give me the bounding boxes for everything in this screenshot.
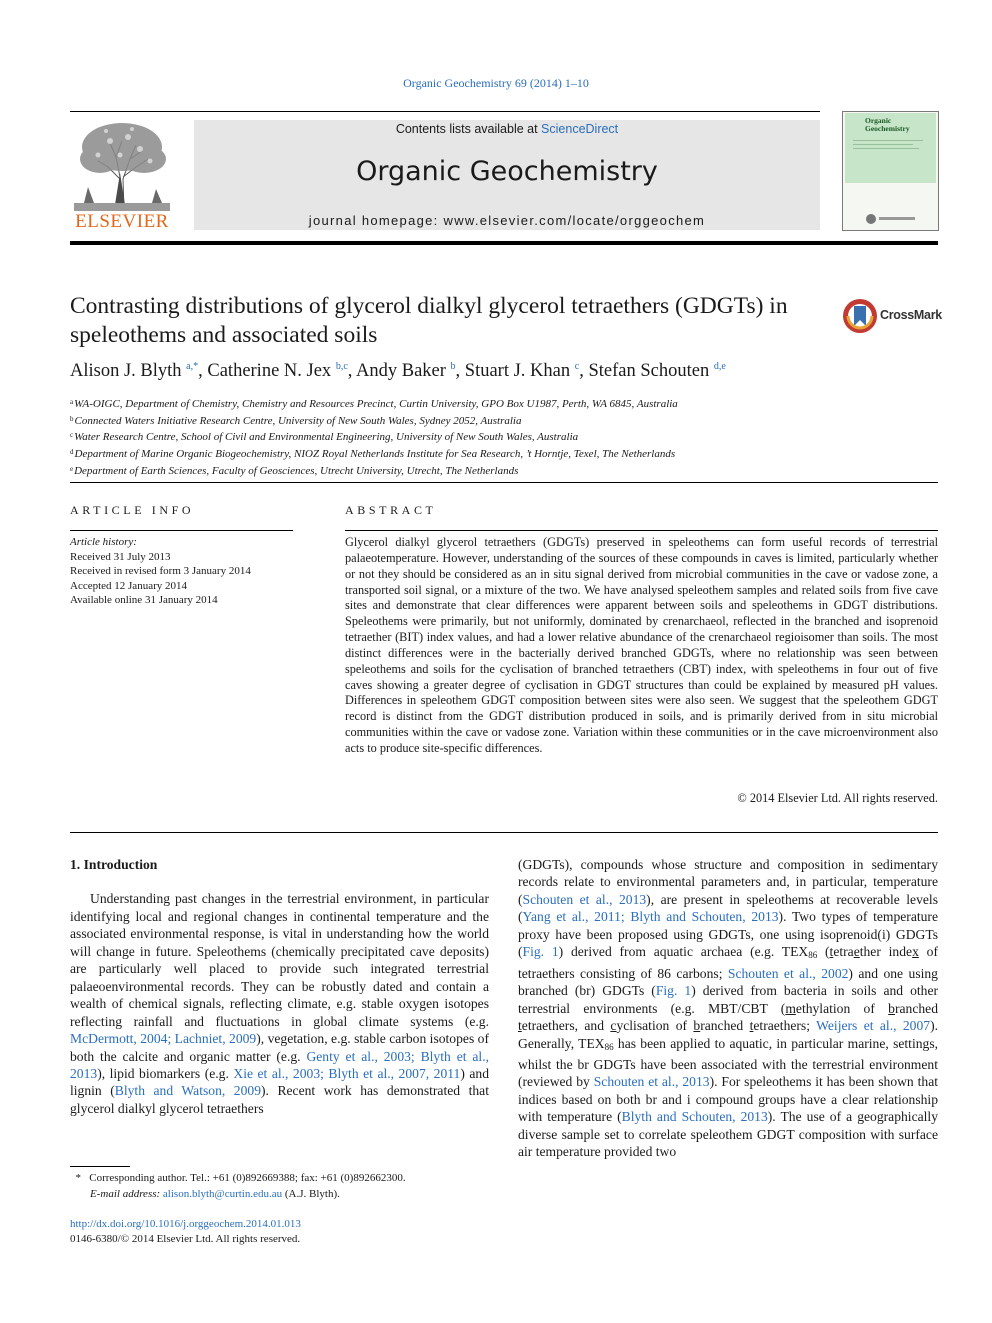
abstract-copyright: © 2014 Elsevier Ltd. All rights reserved. — [737, 791, 938, 805]
intro-paragraph — [70, 890, 489, 1117]
contents-availability — [194, 122, 820, 136]
figure-link[interactable]: Fig. 1 — [655, 983, 692, 999]
cover-line — [853, 140, 923, 141]
elsevier-logo[interactable] — [70, 117, 174, 233]
body-text: ). Generally, TEX — [518, 1018, 939, 1051]
body-text: ther inde — [859, 944, 913, 960]
header-top-rule — [70, 111, 820, 112]
citation-link[interactable]: Blyth and Schouten, 2013 — [621, 1109, 768, 1125]
author-name: Catherine N. Jex — [207, 361, 332, 381]
citation-link[interactable]: Blyth and Watson, 2009 — [114, 1083, 261, 1099]
affiliation-text: Water Research Centre, School of Civil and Environmental Engineering, University of New South Wales, Australia — [74, 431, 579, 444]
affiliation-item — [70, 428, 938, 445]
author-affiliation-marker[interactable]: d,e — [713, 361, 726, 372]
body-text: ranched — [894, 1000, 938, 1016]
doi-link[interactable]: http://dx.doi.org/10.1016/j.orggeochem.2014.01.013 — [70, 1218, 301, 1230]
affiliation-list — [70, 395, 938, 479]
affiliation-item — [70, 445, 938, 462]
affiliation-text: Department of Marine Organic Biogeochemistry, NIOZ Royal Netherlands Institute for Sea Research, ’t Horntje, Texel, The Netherlands — [74, 448, 676, 461]
body-text: has been applied to aquatic, in particular marine, settings, whilst the br GDGTs have been associated with the terrestrial environment (reviewed by — [518, 1035, 939, 1090]
history-online: Available online 31 January 2014 — [70, 594, 218, 606]
affiliations-rule — [70, 482, 938, 483]
author-name: Stefan Schouten — [588, 361, 710, 381]
author-affiliation-marker[interactable]: c — [574, 361, 580, 372]
author-affiliation-marker[interactable]: a,* — [186, 361, 199, 372]
article-info-rule — [70, 530, 293, 531]
body-text: ( — [817, 944, 830, 960]
author[interactable] — [588, 361, 725, 381]
citation-link[interactable]: Schouten et al., 2002 — [727, 965, 849, 981]
cover-title-line1: Organic — [865, 116, 892, 125]
figure-link[interactable]: Fig. 1 — [522, 944, 559, 960]
journal-cover-thumbnail[interactable] — [842, 111, 939, 231]
publisher-wordmark: ELSEVIER — [75, 211, 169, 232]
body-text: ). Recent work has demonstrated that glycerol dialkyl glycerol tetraethers — [70, 1083, 489, 1116]
affiliation-key: d — [70, 448, 74, 457]
author-name: Alison J. Blyth — [70, 361, 182, 381]
author-affiliation-marker[interactable]: b — [450, 361, 456, 372]
underlined-letter: b — [888, 1000, 895, 1016]
underlined-letter: t — [829, 944, 834, 960]
underlined-letter: e — [853, 944, 860, 960]
crossmark-badge[interactable] — [842, 298, 942, 334]
citation-link[interactable]: Schouten et al., 2013 — [522, 891, 647, 907]
cover-line — [853, 148, 919, 149]
body-text: ), vegetation, e.g. stable carbon isotopes of both the calcite and organic matter (e.g. — [70, 1031, 489, 1064]
history-revised: Received in revised form 3 January 2014 — [70, 565, 251, 577]
body-text: ). For speleothems it has been shown that indices based on both br and i compound groups have a clear relationship with temperature ( — [518, 1074, 939, 1125]
citation-link[interactable]: Schouten et al., 2013 — [593, 1074, 710, 1090]
citation-link[interactable]: Yang et al., 2011; Blyth and Schouten, 2013 — [522, 909, 779, 925]
footnote-block — [70, 1171, 490, 1202]
footnote-rule — [70, 1166, 130, 1167]
affiliation-item — [70, 412, 938, 429]
history-accepted: Accepted 12 January 2014 — [70, 579, 187, 592]
body-text: ), lipid biomarkers (e.g. — [97, 1065, 234, 1081]
affiliation-text: WA-OIGC, Department of Chemistry, Chemistry and Resources Precinct, Curtin University, GPO Box U1987, Perth, WA 6845, Australia — [74, 398, 678, 410]
body-text: ), are present in speleothems at recoverable levels ( — [518, 891, 938, 925]
citation-link[interactable]: Xie et al., 2003; Blyth et al., 2007, 2011 — [233, 1065, 461, 1081]
abstract-heading: ABSTRACT — [345, 503, 437, 517]
cover-publisher-icon — [863, 212, 919, 226]
author-separator: , — [579, 361, 589, 381]
body-text: yclisation of — [616, 1018, 694, 1034]
affiliation-item — [70, 462, 938, 479]
underlined-letter: m — [785, 1000, 796, 1016]
body-text: ethylation of — [795, 1000, 889, 1016]
citation-link[interactable]: Weijers et al., 2007 — [816, 1018, 931, 1034]
author-list — [70, 361, 938, 382]
author-separator: , — [455, 361, 465, 381]
underlined-letter: b — [693, 1018, 701, 1034]
body-text: ) derived from bacteria in soils and other terrestrial environments (e.g. MBT/CBT ( — [518, 983, 939, 1016]
abstract-rule — [345, 530, 938, 531]
affiliation-key: c — [70, 431, 74, 440]
body-text: ). The use of a geographically diverse sample set to correlate speleothem GDGT composition with surface air temperature provided two — [518, 1109, 938, 1160]
corresponding-text: Corresponding author. Tel.: +61 (0)892669388; fax: +61 (0)892662300. — [89, 1172, 406, 1184]
author[interactable] — [207, 361, 356, 381]
underlined-letter: x — [912, 944, 919, 960]
footnote-star: * — [75, 1172, 81, 1184]
author-affiliation-marker[interactable]: b,c — [335, 361, 348, 372]
history-received: Received 31 July 2013 — [70, 550, 171, 563]
intro-paragraph-continued — [518, 856, 938, 1161]
corresponding-author-note — [70, 1171, 490, 1187]
email-label: E-mail address: — [90, 1187, 161, 1200]
header-bottom-rule — [70, 241, 938, 245]
cover-title — [865, 117, 910, 133]
contents-prefix: Contents lists available at — [395, 122, 542, 136]
body-text: etraethers, and — [521, 1018, 611, 1034]
homepage-url[interactable]: www.elsevier.com/locate/orggeochem — [443, 213, 706, 228]
email-note — [70, 1187, 490, 1203]
body-column-left — [70, 856, 489, 1117]
author[interactable] — [465, 361, 589, 381]
abstract-text: Glycerol dialkyl glycerol tetraethers (GDGTs) preserved in speleothems can form useful records of terrestrial palaeotemperature. However, understanding of the sources of these compounds in caves is limited, particularly whether or not they should be considered as an in situ signal derived from microbial communities in the cave or vadose zone, a transported soil signal, or a mixture of the two. We have analysed speleothem samples and related soils from five cave sites and demonstrate that clear differences were apparent between soils and speleothems in GDGT distributions. Speleothems were primarily, but not uniformly, dominated by crenarchaeol, reflected in the branched and isoprenoid tetraether (BIT) index values, and had a lower relative abundance of the crenarchaeol regioisomer than soils. The most distinct differences were in the bacterially derived branched GDGTs, where no relationship was seen between speleothems and soils for the cyclisation of branched tetraethers (CBT) index, with speleothems in four out of five caves showing a greater degree of cyclisation in GDGT structures than could be explained by measured pH values. Differences in speleothem GDGT composition between sites were also seen. We suggest that the speleothem GDGT record is distinct from the GDGT distribution produced in soils, and is primarily derived from in situ microbial communities within the cave or vadose zone. Variation within these communities or in the cave microenvironment also acts to produce site-specific differences. — [345, 535, 938, 755]
underlined-letter: t — [518, 1018, 522, 1034]
journal-title: Organic Geochemistry — [356, 156, 658, 187]
body-text: ) and lignin ( — [70, 1065, 489, 1099]
email-link[interactable]: alison.blyth@curtin.edu.au — [162, 1187, 283, 1200]
citation-link[interactable]: McDermott, 2004; Lachniet, 2009 — [70, 1031, 257, 1047]
crossmark-icon — [842, 298, 878, 334]
author[interactable] — [70, 361, 207, 381]
body-column-right — [518, 856, 938, 1161]
abstract-bottom-rule — [70, 832, 938, 833]
citation-link[interactable]: Genty et al., 2003; Blyth et al., 2013 — [70, 1048, 489, 1081]
body-text: Understanding past changes in the terrestrial environment, in particular identifying local and regional changes in continental temperature and the associated environmental response, is vital in understanding how the world will change in future. Speleothems (chemically precipitated cave deposits) are particularly well placed to provide such integrated terrestrial palaeoenvironmental records. They can be robustly dated and contain a wealth of chemical signals, reflecting climate, e.g. stable oxygen isotopes reflecting rainfall and fluctuations in global climate systems (e.g. — [70, 891, 489, 1029]
body-text: (GDGTs), compounds whose structure and composition in sedimentary records relate to environmental parameters and, in particular, temperature ( — [518, 857, 938, 907]
homepage-prefix: journal homepage: — [308, 213, 444, 228]
issn-copyright: 0146-6380/© 2014 Elsevier Ltd. All rights reserved. — [70, 1233, 301, 1245]
affiliation-key: a — [70, 398, 74, 406]
author-name: Stuart J. Khan — [464, 361, 571, 381]
body-text: etraethers; — [753, 1018, 817, 1034]
email-suffix: (A.J. Blyth). — [282, 1187, 340, 1200]
cover-line — [853, 144, 913, 145]
affiliation-item — [70, 395, 938, 412]
affiliation-key: b — [70, 414, 74, 423]
crossmark-label: CrossMark — [880, 308, 942, 322]
author-separator: , — [198, 361, 208, 381]
elsevier-tree-icon — [70, 117, 174, 212]
body-text: ). Two types of temperature proxy have been proposed using GDGTs, one using isoprenoid(i) GDGTs ( — [518, 909, 938, 960]
article-history — [70, 535, 300, 608]
subscript: 86 — [808, 950, 818, 961]
sciencedirect-link[interactable]: ScienceDirect — [541, 122, 619, 136]
affiliation-key: e — [70, 464, 74, 473]
underlined-letter: c — [610, 1018, 617, 1034]
body-text: of tetraethers consisting of 86 carbons; — [518, 944, 938, 981]
body-text: ) and one using branched (br) GDGTs ( — [518, 965, 938, 999]
article-title: Contrasting distributions of glycerol dialkyl glycerol tetraethers (GDGTs) in speleothems and associated soils — [70, 293, 788, 348]
doi-block — [70, 1217, 301, 1247]
author-name: Andy Baker — [356, 361, 446, 381]
journal-citation[interactable]: Organic Geochemistry 69 (2014) 1–10 — [403, 76, 589, 90]
history-label: Article history: — [70, 536, 137, 548]
author[interactable] — [356, 361, 465, 381]
cover-title-line2: Geochemistry — [865, 124, 910, 133]
section-heading-introduction: 1. Introduction — [70, 857, 158, 872]
affiliation-text: Connected Waters Initiative Research Centre, University of New South Wales, Sydney 2052, Australia — [74, 414, 522, 427]
body-text: ) derived from aquatic archaea (e.g. TEX — [558, 944, 809, 960]
underlined-letter: t — [749, 1018, 754, 1034]
author-separator: , — [347, 361, 356, 381]
subscript: 86 — [604, 1041, 614, 1052]
body-text: ranched — [700, 1018, 750, 1034]
journal-homepage — [194, 213, 820, 228]
body-text: etra — [833, 944, 854, 960]
affiliation-text: Department of Earth Sciences, Faculty of Geosciences, Utrecht University, Utrecht, The Netherlands — [74, 464, 519, 477]
article-info-heading: ARTICLE INFO — [70, 503, 195, 517]
